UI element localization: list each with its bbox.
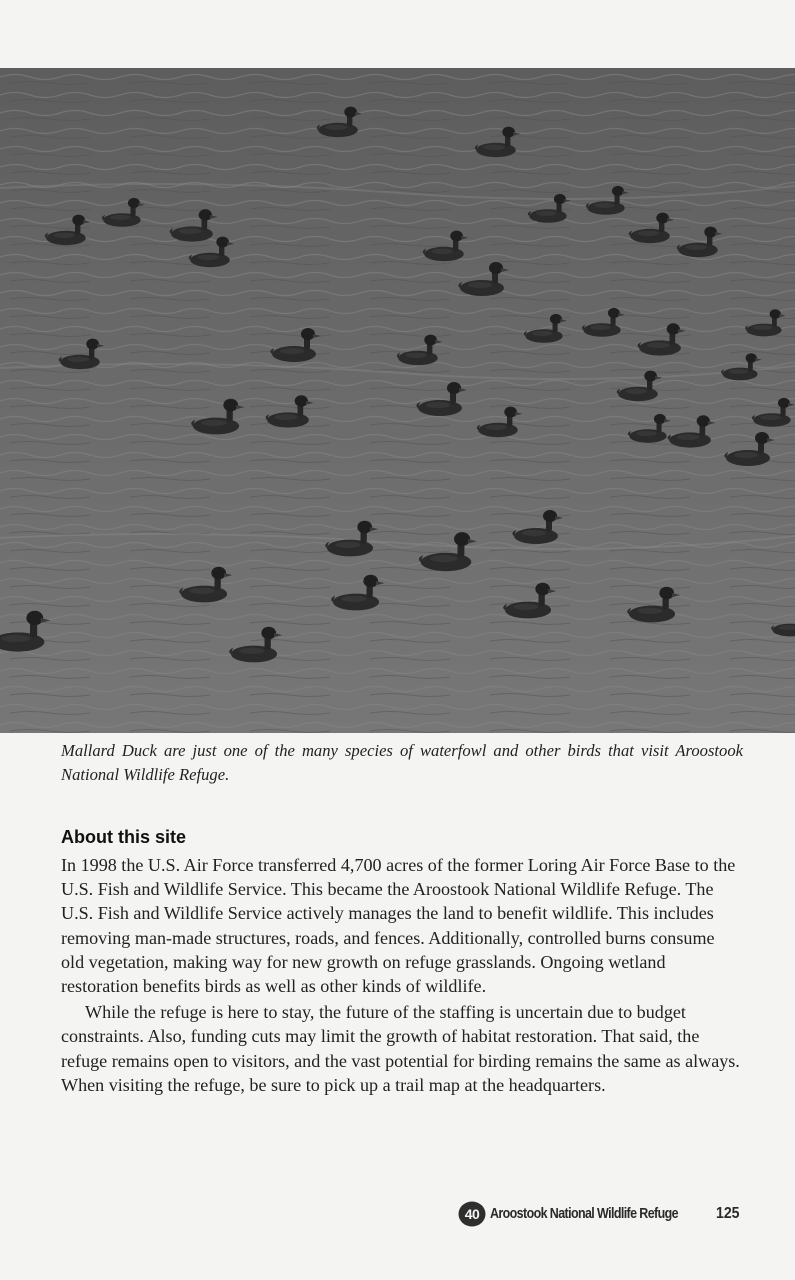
photo-caption: Mallard Duck are just one of the many species of waterfowl and other birds that visit Aroostook National Wildlife Refuge. [61, 741, 743, 784]
body-paragraph: While the refuge is here to stay, the future of the staffing is uncertain due to budget constraints. Also, funding cuts may limit the growth of habitat restoration. That said, the refuge remains open to visitors, and the vast potential for birding remains the same as always. When visiting the refuge, be sure to pick up a trail map at the headquarters. [61, 1002, 740, 1095]
mallard-ducks-photo [0, 68, 795, 733]
page-number: 125 [716, 1205, 740, 1222]
section-heading: About this site [61, 827, 186, 847]
site-number: 40 [464, 1206, 480, 1222]
section-body [61, 853, 741, 1097]
body-paragraph: In 1998 the U.S. Air Force transferred 4,700 acres of the former Loring Air Force Base to the U.S. Fish and Wildlife Service. This became the Aroostook National Wildlife Refuge. The U.S. Fish and Wildlife Service actively manages the land to benefit wildlife. This includes removing man-made structures, roads, and fences. Additionally, controlled burns consume old vegetation, making way for new growth on refuge grasslands. Ongoing wetland restoration benefits birds as well as other kinds of wildlife. [61, 855, 736, 997]
site-number-badge-icon [458, 1201, 486, 1227]
running-footer [458, 1201, 709, 1227]
footer-site-title: Aroostook National Wildlife Refuge [490, 1206, 678, 1222]
